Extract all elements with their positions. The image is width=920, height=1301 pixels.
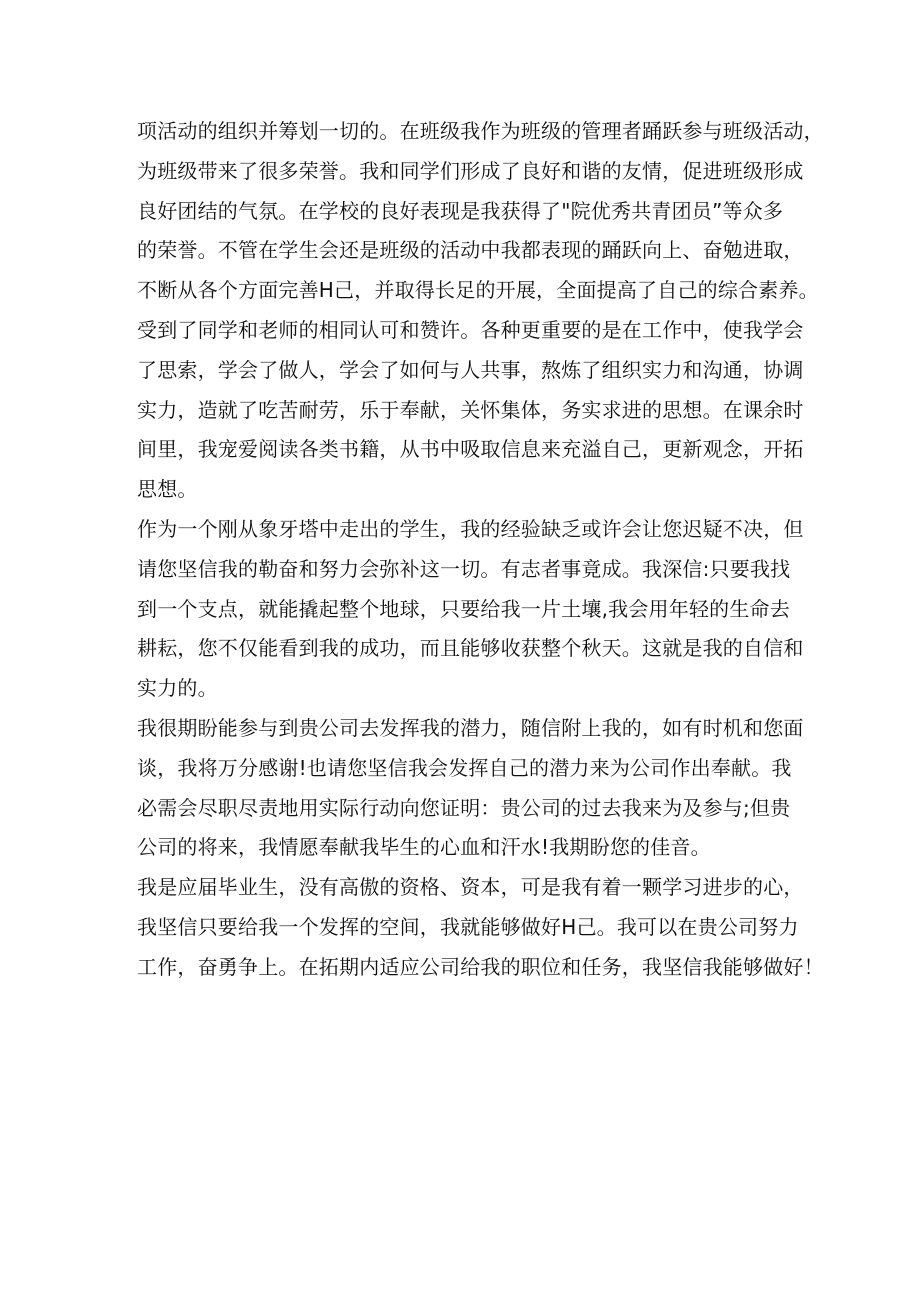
text-line: 公司的将来，我情愿奉献我毕生的心血和汗水!我期盼您的佳音。: [137, 835, 711, 860]
text-line: 谈，我将万分感谢!也请您坚信我会发挥自己的潜力来为公司作出奉献。我: [137, 755, 792, 780]
text-line: 的荣誉。不管在学生会还是班级的活动中我都表现的踊跃向上、奋勉进取，: [137, 238, 804, 263]
paragraph-2: [137, 510, 804, 709]
text-line: 实力，造就了吃苦耐劳，乐于奉献，关怀集体，务实求进的思想。在课余时: [137, 397, 804, 422]
text-line: 不断从各个方面完善H己，并取得长足的开展，全面提高了自己的综合素养。: [137, 278, 819, 303]
text-line: 实力的。: [137, 676, 218, 701]
text-line: 我是应届毕业生，没有高傲的资格、资本，可是我有着一颗学习进步的心，: [137, 875, 804, 900]
text-line: 良好团结的气氛。在学校的良好表现是我获得了"院优秀共青团员”等众多: [137, 198, 784, 223]
text-line: 间里，我宠爱阅读各类书籍，从书中吸取信息来充溢自己，更新观念，开拓: [137, 437, 804, 462]
text-line: 项活动的组织并筹划一切的。在班级我作为班级的管理者踊跃参与班级活动，: [137, 119, 824, 143]
text-line: 思想。: [137, 477, 198, 502]
text-line: 我很期盼能参与到贵公司去发挥我的潜力，随信附上我的，如有时机和您面: [137, 715, 804, 740]
paragraph-3: [137, 709, 804, 868]
paragraph-1: [137, 112, 824, 510]
text-line: 请您坚信我的勒奋和努力会弥补这一切。有志者事竟成。我深信:只要我找: [137, 556, 791, 581]
text-line: 到一个支点，就能撬起整个地球，只要给我一片土壤,我会用年轻的生命去: [137, 596, 790, 621]
text-line: 为班级带来了很多荣誉。我和同学们形成了良好和谐的友情，促进班级形成: [137, 158, 804, 183]
text-line: 工作，奋勇争上。在拓期内适应公司给我的职位和任务，我坚信我能够做好！: [137, 954, 824, 979]
text-line: 耕耘，您不仅能看到我的成功，而且能够收获整个秋天。这就是我的自信和: [137, 636, 804, 661]
paragraph-4: [137, 868, 824, 987]
text-line: 作为一个刚从象牙塔中走出的学生，我的经验缺乏或许会让您迟疑不决，但: [137, 516, 804, 541]
text-line: 我坚信只要给我一个发挥的空间，我就能够做好H己。我可以在贵公司努力: [137, 914, 799, 939]
text-line: 必需会尽职尽责地用实际行动向您证明：贵公司的过去我来为及参与;但贵: [137, 795, 791, 820]
text-line: 了思索，学会了做人，学会了如何与人共事，熬炼了组织实力和沟通，协调: [137, 357, 804, 382]
text-line: 受到了同学和老师的相同认可和赞许。各种更重要的是在工作中，使我学会: [137, 317, 804, 342]
letter-body: [137, 112, 824, 988]
